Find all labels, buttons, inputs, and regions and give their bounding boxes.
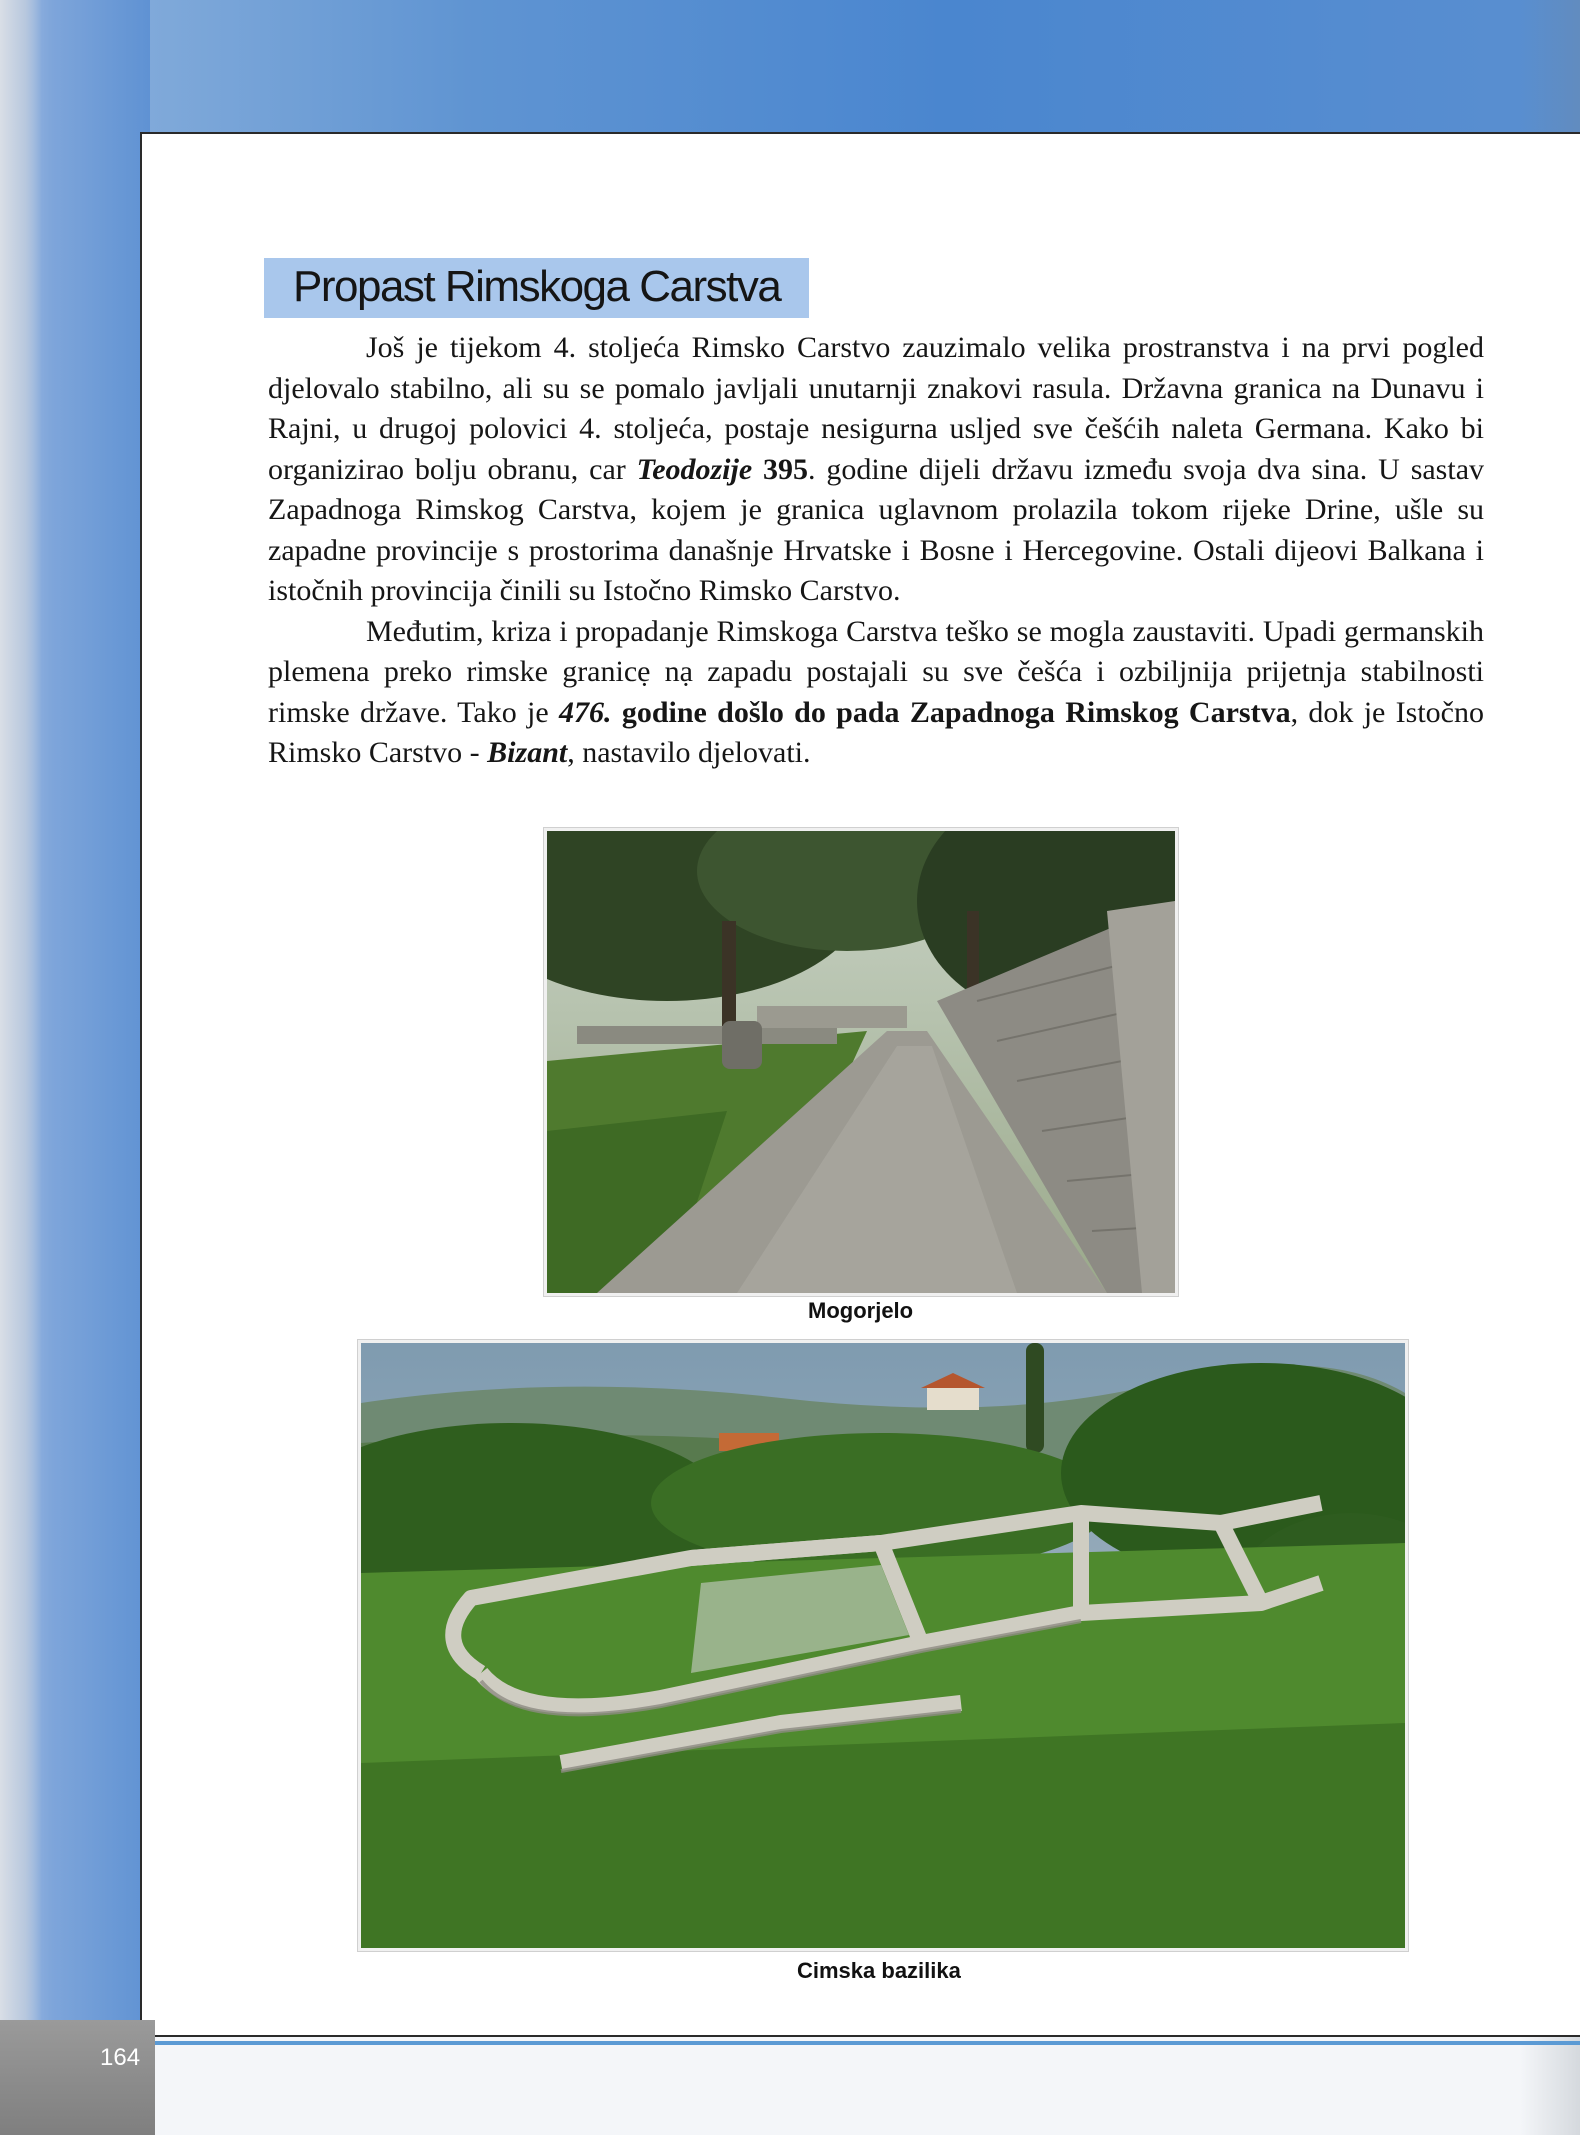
paragraph-2-text-c: , nastavilo djelovati.: [567, 736, 811, 769]
mogorjelo-photo: [544, 828, 1178, 1296]
paragraph-1: [268, 328, 1484, 612]
fall-year: 476.: [559, 695, 612, 729]
page-number-tab: [0, 2020, 155, 2135]
mogorjelo-illustration: [547, 831, 1175, 1293]
paragraph-2-text-a: Međutim, kriza i propadanje Rimskoga Carstva teško se mogla zaustaviti. Upadi germanskih plemena preko rimske granicẹ nạ zapadu postajali su sve češća i ozbiljnija prijetnja stabilnosti rimske države. Tako je: [268, 614, 1484, 729]
footer-rule: [150, 2041, 1580, 2045]
page-number: 164: [100, 2044, 141, 2071]
fall-statement: godine došlo do pada Zapadnoga Rimskog Carstva: [611, 695, 1291, 729]
division-year: 395: [752, 452, 809, 486]
page-title: Propast Rimskoga Carstva: [293, 262, 781, 311]
mogorjelo-caption: Mogorjelo: [808, 1298, 914, 1323]
article-body: [268, 328, 1484, 774]
emperor-name: Teodozije: [636, 452, 753, 486]
paragraph-1-text-a: Još je tijekom 4. stoljeća Rimsko Carstvo zauzimalo velika prostranstva i na prvi pogled djelovalo stabilno, ali su se pomalo javljali unutarnji znakovi rasula. Državna granica na Dunavu i Rajni, u drugoj polovici 4. stoljeća, postaje nesigurna usljed sve češćih naleta Germana. Kako bi organizirao bolju obranu, car: [268, 331, 1484, 486]
cimska-bazilika-photo: [358, 1340, 1408, 1951]
paragraph-2-text-b: , dok je Istočno Rimsko Carstvo -: [268, 695, 1484, 769]
cimska-bazilika-caption: Cimska bazilika: [797, 1958, 961, 1983]
page-background-left: [0, 0, 150, 2135]
byzantium-term: Bizant: [487, 736, 568, 769]
book-spine: [0, 0, 42, 2135]
page-background-top: [0, 0, 1580, 140]
paragraph-1-text-b: . godine dijeli državu između svoja dva sina. U sastav Zapadnoga Rimskog Carstva, kojem je granica uglavnom prolazila tokom rijeke Drine, ušle su zapadne provincije s prostorima današnje Hrvatske i Bosne i Hercegovine. Ostali dijeovi Balkana i istočnih provincija činili su Istočno Rimsko Carstvo.: [268, 452, 1485, 607]
paragraph-2: [268, 612, 1484, 774]
cimska-bazilika-illustration: [361, 1343, 1405, 1948]
